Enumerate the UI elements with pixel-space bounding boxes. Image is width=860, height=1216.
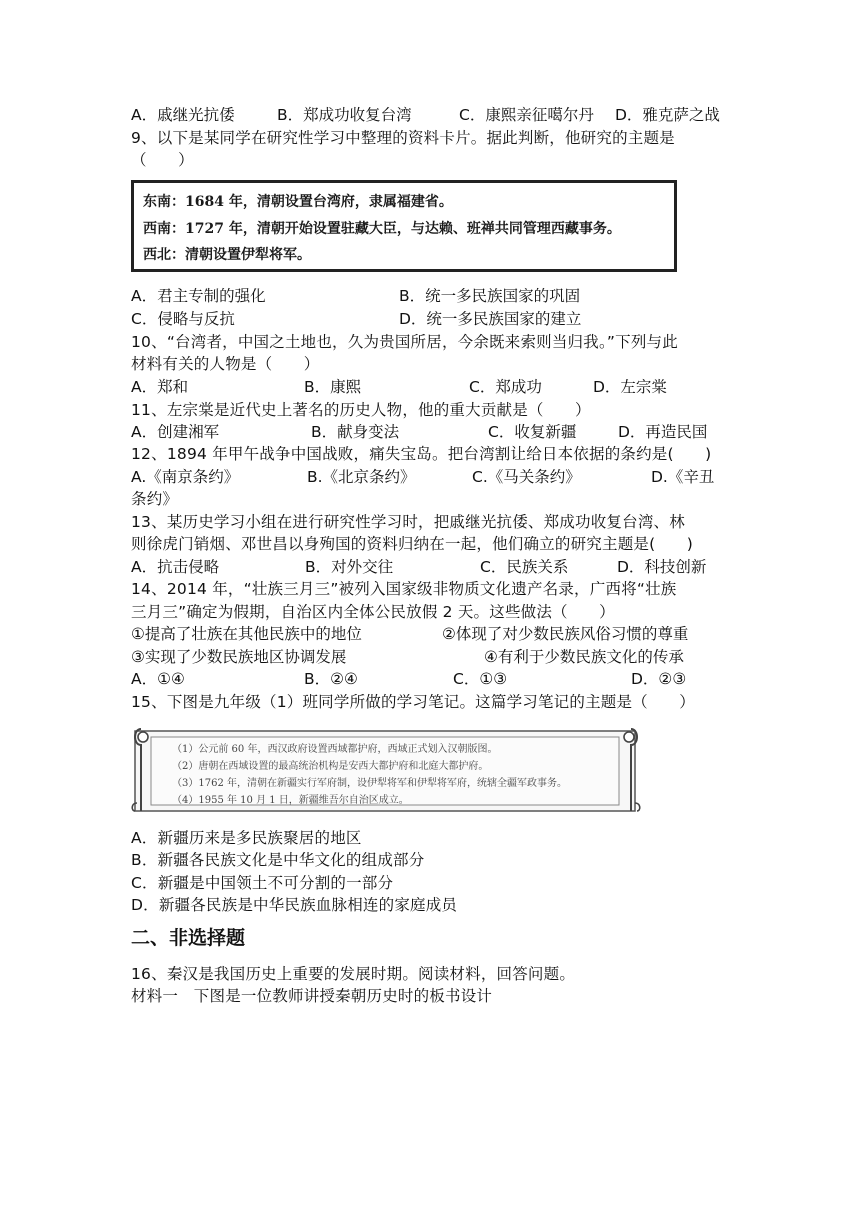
q15-option-d: D．新疆各民族是中华民族血脉相连的家庭成员 bbox=[131, 896, 458, 914]
q9-card-line-southeast: 东南：1684 年，清朝设置台湾府，隶属福建省。 bbox=[143, 194, 453, 210]
q15-option-b: B．新疆各民族文化是中华文化的组成部分 bbox=[131, 851, 425, 869]
q10-stem-line2: 材料有关的人物是（ ） bbox=[131, 355, 320, 373]
q11-option-c: C．收复新疆 bbox=[488, 423, 577, 441]
q14-statement-1: ①提高了壮族在其他民族中的地位 bbox=[131, 625, 362, 643]
q10-option-a: A．郑和 bbox=[131, 378, 189, 396]
q9-option-d: D．统一多民族国家的建立 bbox=[399, 310, 582, 328]
q13-stem-line1: 13、某历史学习小组在进行研究性学习时，把戚继光抗倭、郑成功收复台湾、林 bbox=[131, 513, 685, 531]
q9-card-line-southwest: 西南：1727 年，清朝开始设置驻藏大臣，与达赖、班禅共同管理西藏事务。 bbox=[143, 221, 621, 237]
q14-option-a: A．①④ bbox=[131, 670, 185, 688]
q12-option-d-cont: 条约》 bbox=[131, 490, 179, 508]
scroll-line-2: （2）唐朝在西域设置的最高统治机构是安西大都护府和北庭大都护府。 bbox=[172, 761, 489, 772]
q14-statement-3: ③实现了少数民族地区协调发展 bbox=[131, 648, 347, 666]
q14-stem-line1: 14、2014 年，“壮族三月三”被列入国家级非物质文化遗产名录，广西将“壮族 bbox=[131, 580, 677, 598]
q15-option-a: A．新疆历来是多民族聚居的地区 bbox=[131, 829, 362, 847]
q13-option-d: D．科技创新 bbox=[617, 558, 707, 576]
q9-material-card bbox=[131, 180, 677, 272]
q8-option-c: C．康熙亲征噶尔丹 bbox=[459, 106, 594, 124]
q14-option-c: C．①③ bbox=[453, 670, 508, 688]
q12-option-c: C.《马关条约》 bbox=[472, 468, 581, 486]
q14-stem-line2: 三月三”确定为假期，自治区内全体公民放假 2 天。这些做法（ ） bbox=[131, 603, 615, 621]
q10-option-c: C．郑成功 bbox=[469, 378, 542, 396]
q13-option-c: C．民族关系 bbox=[480, 558, 569, 576]
q14-statement-4: ④有利于少数民族文化的传承 bbox=[484, 648, 684, 666]
q8-option-b: B．郑成功收复台湾 bbox=[277, 106, 412, 124]
q13-option-a: A．抗击侵略 bbox=[131, 558, 220, 576]
q11-option-a: A．创建湘军 bbox=[131, 423, 220, 441]
section-heading: 二、非选择题 bbox=[131, 927, 246, 949]
q12-option-b: B.《北京条约》 bbox=[307, 468, 416, 486]
q16-stem: 16、秦汉是我国历史上重要的发展时期。阅读材料，回答问题。 bbox=[131, 965, 576, 983]
q11-option-b: B．献身变法 bbox=[311, 423, 400, 441]
q10-option-d: D．左宗棠 bbox=[593, 378, 667, 396]
q12-stem: 12、1894 年甲午战争中国战败，痛失宝岛。把台湾割让给日本依据的条约是( ) bbox=[131, 445, 712, 463]
q11-option-d: D．再造民国 bbox=[618, 423, 708, 441]
q9-option-a: A．君主专制的强化 bbox=[131, 287, 266, 305]
scroll-line-4: （4）1955 年 10 月 1 日，新疆维吾尔自治区成立。 bbox=[172, 795, 409, 806]
q9-stem-line2: （ ） bbox=[131, 151, 194, 169]
q16-material1: 材料一 下图是一位教师讲授秦朝历史时的板书设计 bbox=[131, 987, 493, 1005]
q15-scroll-notes bbox=[131, 725, 641, 815]
q15-stem: 15、下图是九年级（1）班同学所做的学习笔记。这篇学习笔记的主题是（ ） bbox=[131, 693, 695, 711]
scroll-line-3: （3）1762 年，清朝在新疆实行军府制，设伊犁将军和伊犁将军府，统辖全疆军政事务。 bbox=[172, 778, 567, 789]
q13-stem-line2: 则徐虎门销烟、邓世昌以身殉国的资料归纳在一起，他们确立的研究主题是( ) bbox=[131, 535, 693, 553]
q9-card-line-northwest: 西北：清朝设置伊犁将军。 bbox=[143, 247, 311, 263]
q8-option-d: D．雅克萨之战 bbox=[615, 106, 720, 124]
q8-option-a: A．戚继光抗倭 bbox=[131, 106, 235, 124]
q9-stem-line1: 9、以下是某同学在研究性学习中整理的资料卡片。据此判断，他研究的主题是 bbox=[131, 129, 675, 147]
q10-stem-line1: 10、“台湾者，中国之土地也，久为贵国所居，今余既来索则当归我。”下列与此 bbox=[131, 333, 678, 351]
scroll-line-1: （1）公元前 60 年，西汉政府设置西域都护府，西域正式划入汉朝版图。 bbox=[172, 744, 498, 755]
q9-option-c: C．侵略与反抗 bbox=[131, 310, 235, 328]
q12-option-d: D.《辛丑 bbox=[651, 468, 715, 486]
q14-statement-2: ②体现了对少数民族风俗习惯的尊重 bbox=[442, 625, 689, 643]
q10-option-b: B．康熙 bbox=[304, 378, 362, 396]
q9-option-b: B．统一多民族国家的巩固 bbox=[399, 287, 581, 305]
q11-stem: 11、左宗棠是近代史上著名的历史人物，他的重大贡献是（ ） bbox=[131, 401, 591, 419]
q14-option-b: B．②④ bbox=[304, 670, 358, 688]
q13-option-b: B．对外交往 bbox=[305, 558, 394, 576]
q14-option-d: D．②③ bbox=[631, 670, 687, 688]
q12-option-a: A.《南京条约》 bbox=[131, 468, 240, 486]
q15-option-c: C．新疆是中国领土不可分割的一部分 bbox=[131, 874, 394, 892]
